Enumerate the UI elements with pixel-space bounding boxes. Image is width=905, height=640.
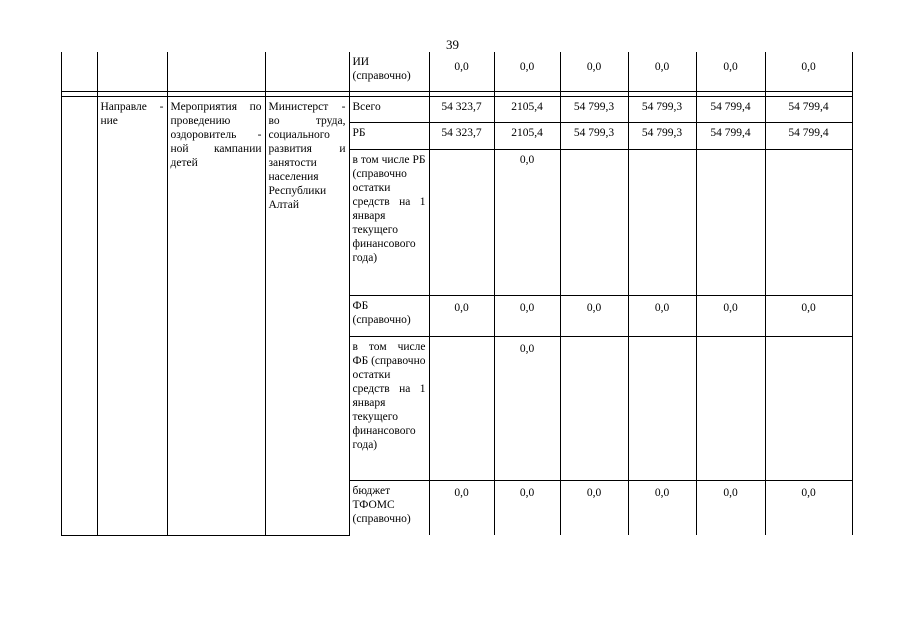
funding-source: в том числе РБ (справочно остатки средств на 1 января текущего финансового года) [349, 149, 429, 295]
value-cell: 54 799,3 [560, 96, 628, 122]
value-cell: 0,0 [628, 480, 696, 535]
budget-table [61, 52, 853, 536]
value-cell: 0,0 [494, 336, 560, 480]
value-cell: 54 799,3 [560, 122, 628, 149]
value-cell: 0,0 [765, 52, 852, 91]
value-cell: 54 799,4 [696, 122, 765, 149]
funding-source: Всего [349, 96, 429, 122]
funding-source: РБ [349, 122, 429, 149]
value-cell: 54 799,4 [765, 122, 852, 149]
value-cell: 0,0 [560, 295, 628, 336]
value-cell: 2105,4 [494, 96, 560, 122]
table-row [61, 96, 852, 122]
funding-source: ФБ (справочно) [349, 295, 429, 336]
value-cell: 0,0 [765, 295, 852, 336]
value-cell [429, 149, 494, 295]
value-cell: 0,0 [494, 52, 560, 91]
funding-source: в том числе ФБ (справочно остатки средств на 1 января текущего финансового года) [349, 336, 429, 480]
value-cell: 0,0 [560, 52, 628, 91]
value-cell: 0,0 [494, 480, 560, 535]
value-cell: 0,0 [696, 295, 765, 336]
section-name: Направле - ние [97, 96, 167, 535]
funding-source: бюджет ТФОМС (справочно) [349, 480, 429, 535]
value-cell: 0,0 [696, 480, 765, 535]
value-cell: 54 799,3 [628, 96, 696, 122]
value-cell: 54 799,3 [628, 122, 696, 149]
value-cell: 0,0 [429, 52, 494, 91]
value-cell [560, 336, 628, 480]
value-cell [628, 336, 696, 480]
value-cell: 0,0 [429, 480, 494, 535]
value-cell: 54 799,4 [765, 96, 852, 122]
value-cell [765, 149, 852, 295]
value-cell: 0,0 [429, 295, 494, 336]
value-cell: 54 323,7 [429, 122, 494, 149]
table-row [61, 52, 852, 91]
value-cell: 0,0 [628, 295, 696, 336]
event-name: Мероприятия по проведению оздоровитель - ной кампании детей [167, 96, 265, 535]
value-cell: 0,0 [560, 480, 628, 535]
funding-source: ИИ (справочно) [349, 52, 429, 91]
value-cell [765, 336, 852, 480]
value-cell: 0,0 [494, 149, 560, 295]
value-cell: 0,0 [765, 480, 852, 535]
value-cell [696, 336, 765, 480]
value-cell: 0,0 [494, 295, 560, 336]
value-cell [628, 149, 696, 295]
executor-name: Министерст - во труда, социального развития и занятости населения Республики Алтай [265, 96, 349, 535]
value-cell: 2105,4 [494, 122, 560, 149]
value-cell [560, 149, 628, 295]
value-cell: 54 799,4 [696, 96, 765, 122]
page-number: 39 [446, 37, 459, 52]
value-cell: 0,0 [696, 52, 765, 91]
value-cell: 0,0 [628, 52, 696, 91]
value-cell [429, 336, 494, 480]
value-cell: 54 323,7 [429, 96, 494, 122]
value-cell [696, 149, 765, 295]
